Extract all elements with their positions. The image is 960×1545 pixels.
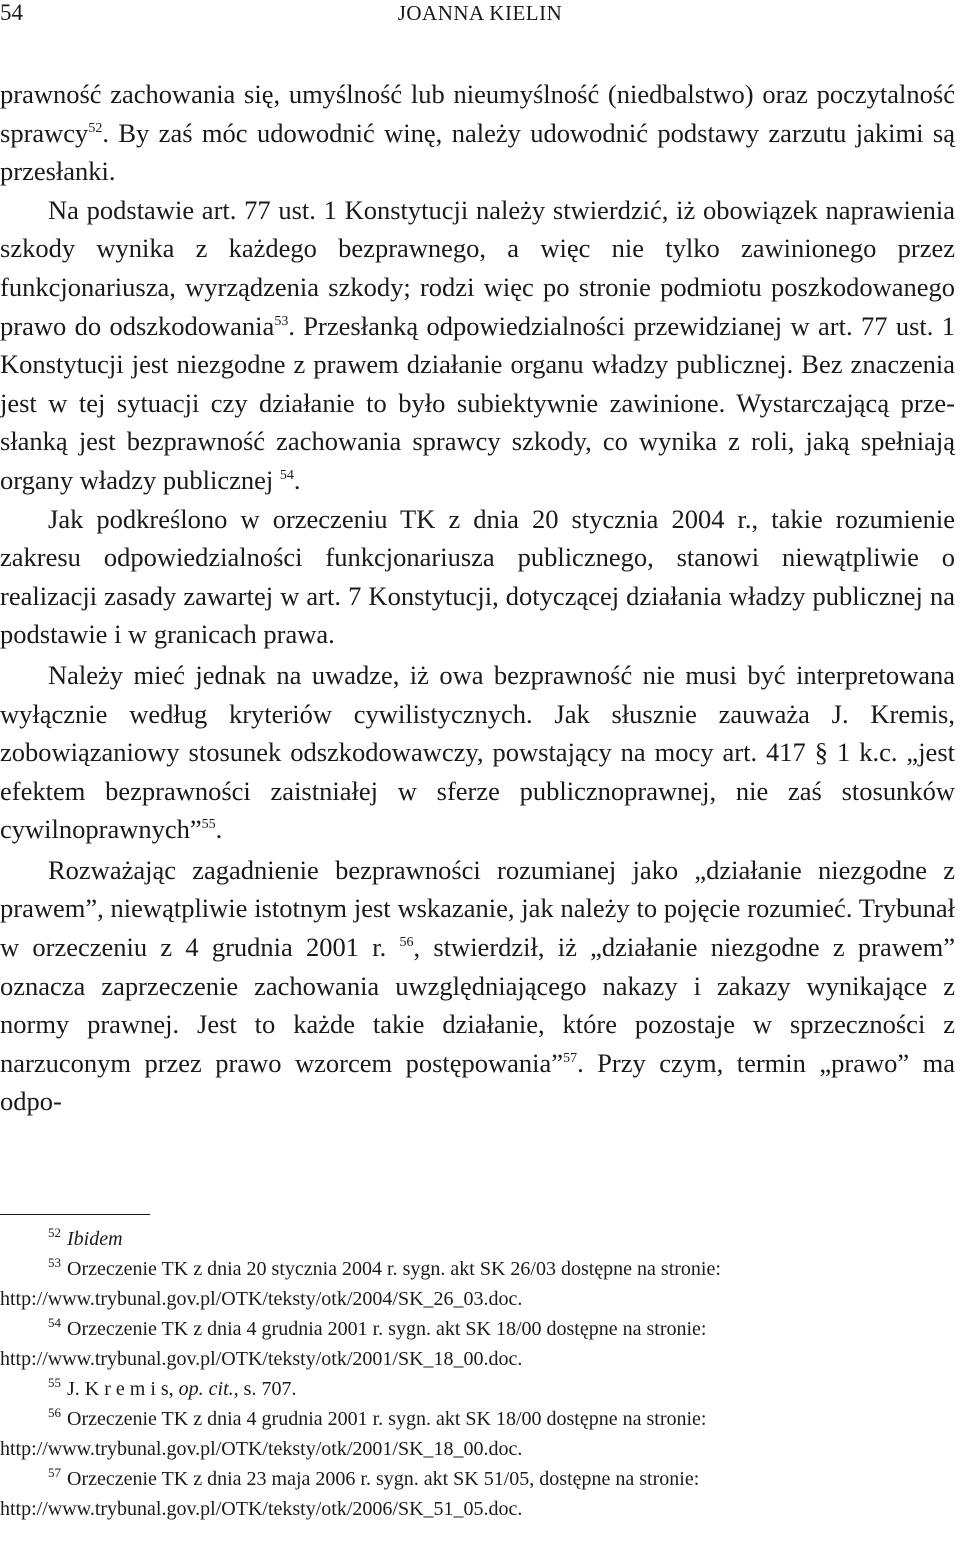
paragraph-4: Należy mieć jednak na uwadze, iż owa bezprawność nie musi być interpretowana wyłącznie według kryteriów cywilistycznych. Jak słusznie zauważa J. Kremis, zobowiązaniowy stosunek odszkodowawczy, powstający na mocy art. 417 § 1 k.c. „jest efektem bezprawności zaistniałej w sferze publicznoprawnej, nie zaś stosunków cywilnoprawnych”$^{55}$. <box>0 659 955 845</box>
footnote-53-url[interactable]: http://www.trybunal.gov.pl/OTK/teksty/otk/2004/SK_26_03.doc. <box>0 1288 523 1310</box>
footnote-ref-52[interactable]: 52 <box>88 120 103 136</box>
footnote-ref-54[interactable]: 54 <box>279 468 294 484</box>
footnote-ref-57[interactable]: 57 <box>563 1051 578 1067</box>
footnote-ref-55[interactable]: 55 <box>201 817 216 833</box>
running-head: JOANNA KIELIN <box>397 1 563 25</box>
paragraph-5: Rozważając zagadnienie bezprawności rozumianej jako „działanie niezgodne z prawem”, niewątpliwie istotnym jest wskazanie, jak należy to pojęcie rozumieć. Trybunał w orzeczeniu z 4 grudnia 2001 r. $^{56}$, stwierdził, iż „działanie niezgodne z prawem” oznacza zaprzeczenie zachowania uwzględniającego nakazy i zakazy wynikające z normy prawnej. Jest to każde takie działanie, które pozostaje w sprzeczności z narzuconym przez prawo wzorcem postępowania”$^{57}$. Przy czym, termin „prawo” ma odpo- <box>0 854 955 1117</box>
footnote-57: $^{57}$ Orzeczenie TK z dnia 23 maja 2006 r. sygn. akt SK 51/05, dostępne na stronie: http://www.trybunal.gov.pl/OTK/teksty/otk/2006/SK_51_05.doc. <box>0 1464 955 1524</box>
footnote-55: $^{55}$ J. K r e m i s, op. cit., s. 707. <box>48 1375 297 1400</box>
paragraph-3: Jak podkreślono w orzeczeniu TK z dnia 20 stycznia 2004 r., takie rozumienie zakresu odpowiedzialności funkcjonariusza publicznego, stanowi niewątpliwie o realizacji zasady zawartej w art. 7 Konstytucji, dotyczącej działania władzy publicznej na podstawie i w granicach prawa. <box>0 503 955 650</box>
paragraph-2: Na podstawie art. 77 ust. 1 Konstytucji należy stwierdzić, iż obowiązek naprawienia szkody wynika z każdego bezprawnego, a więc nie tylko zawinionego przez funkcjonariusza, wyrządzenia szkody; rodzi więc po stronie podmiotu poszkodowanego prawo do odszkodowania$^{53}$. Przesłanką odpowiedzialności przewidzianej w art. 77 ust. 1 Konstytucji jest niezgodne z prawem działanie organu władzy publicznej. Bez znaczenia jest w tej sytuacji czy działanie to było subiektywnie zawinione. Wystarczającą przesłanką jest bezprawność zachowania sprawcy szkody, co wynika z roli, jaką spełniają organy władzy publicznej $^{54}$. <box>0 194 955 495</box>
footnote-56-url[interactable]: http://www.trybunal.gov.pl/OTK/teksty/otk/2001/SK_18_00.doc. <box>0 1438 523 1460</box>
footnote-divider <box>0 1214 150 1215</box>
footnote-54: $^{54}$ Orzeczenie TK z dnia 4 grudnia 2001 r. sygn. akt SK 18/00 dostępne na stronie: http://www.trybunal.gov.pl/OTK/teksty/otk/2001/SK_18_00.doc. <box>0 1314 955 1374</box>
paragraph-1: prawność zachowania się, umyślność lub nieumyślność (niedbalstwo) oraz poczytalność sprawcy$^{52}$. By zaś móc udowodnić winę, należy udowodnić podstawy zarzutu jakimi są przesłanki. <box>0 79 955 187</box>
body-text <box>0 75 955 1121</box>
page-number: 54 <box>0 0 23 25</box>
footnote-57-url[interactable]: http://www.trybunal.gov.pl/OTK/teksty/otk/2006/SK_51_05.doc. <box>0 1498 523 1520</box>
footnote-ref-53[interactable]: 53 <box>274 313 289 329</box>
footnote-54-url[interactable]: http://www.trybunal.gov.pl/OTK/teksty/otk/2001/SK_18_00.doc. <box>0 1348 523 1370</box>
footnote-ref-56[interactable]: 56 <box>399 935 414 951</box>
footnote-56: $^{56}$ Orzeczenie TK z dnia 4 grudnia 2001 r. sygn. akt SK 18/00 dostępne na stronie: http://www.trybunal.gov.pl/OTK/teksty/otk/2001/SK_18_00.doc. <box>0 1404 955 1464</box>
footnotes <box>0 1224 955 1524</box>
footnote-52: $^{52}$ Ibidem <box>48 1225 123 1250</box>
footnote-53: $^{53}$ Orzeczenie TK z dnia 20 stycznia 2004 r. sygn. akt SK 26/03 dostępne na stronie: http://www.trybunal.gov.pl/OTK/teksty/otk/2004/SK_26_03.doc. <box>0 1254 955 1314</box>
page-header <box>0 0 960 30</box>
